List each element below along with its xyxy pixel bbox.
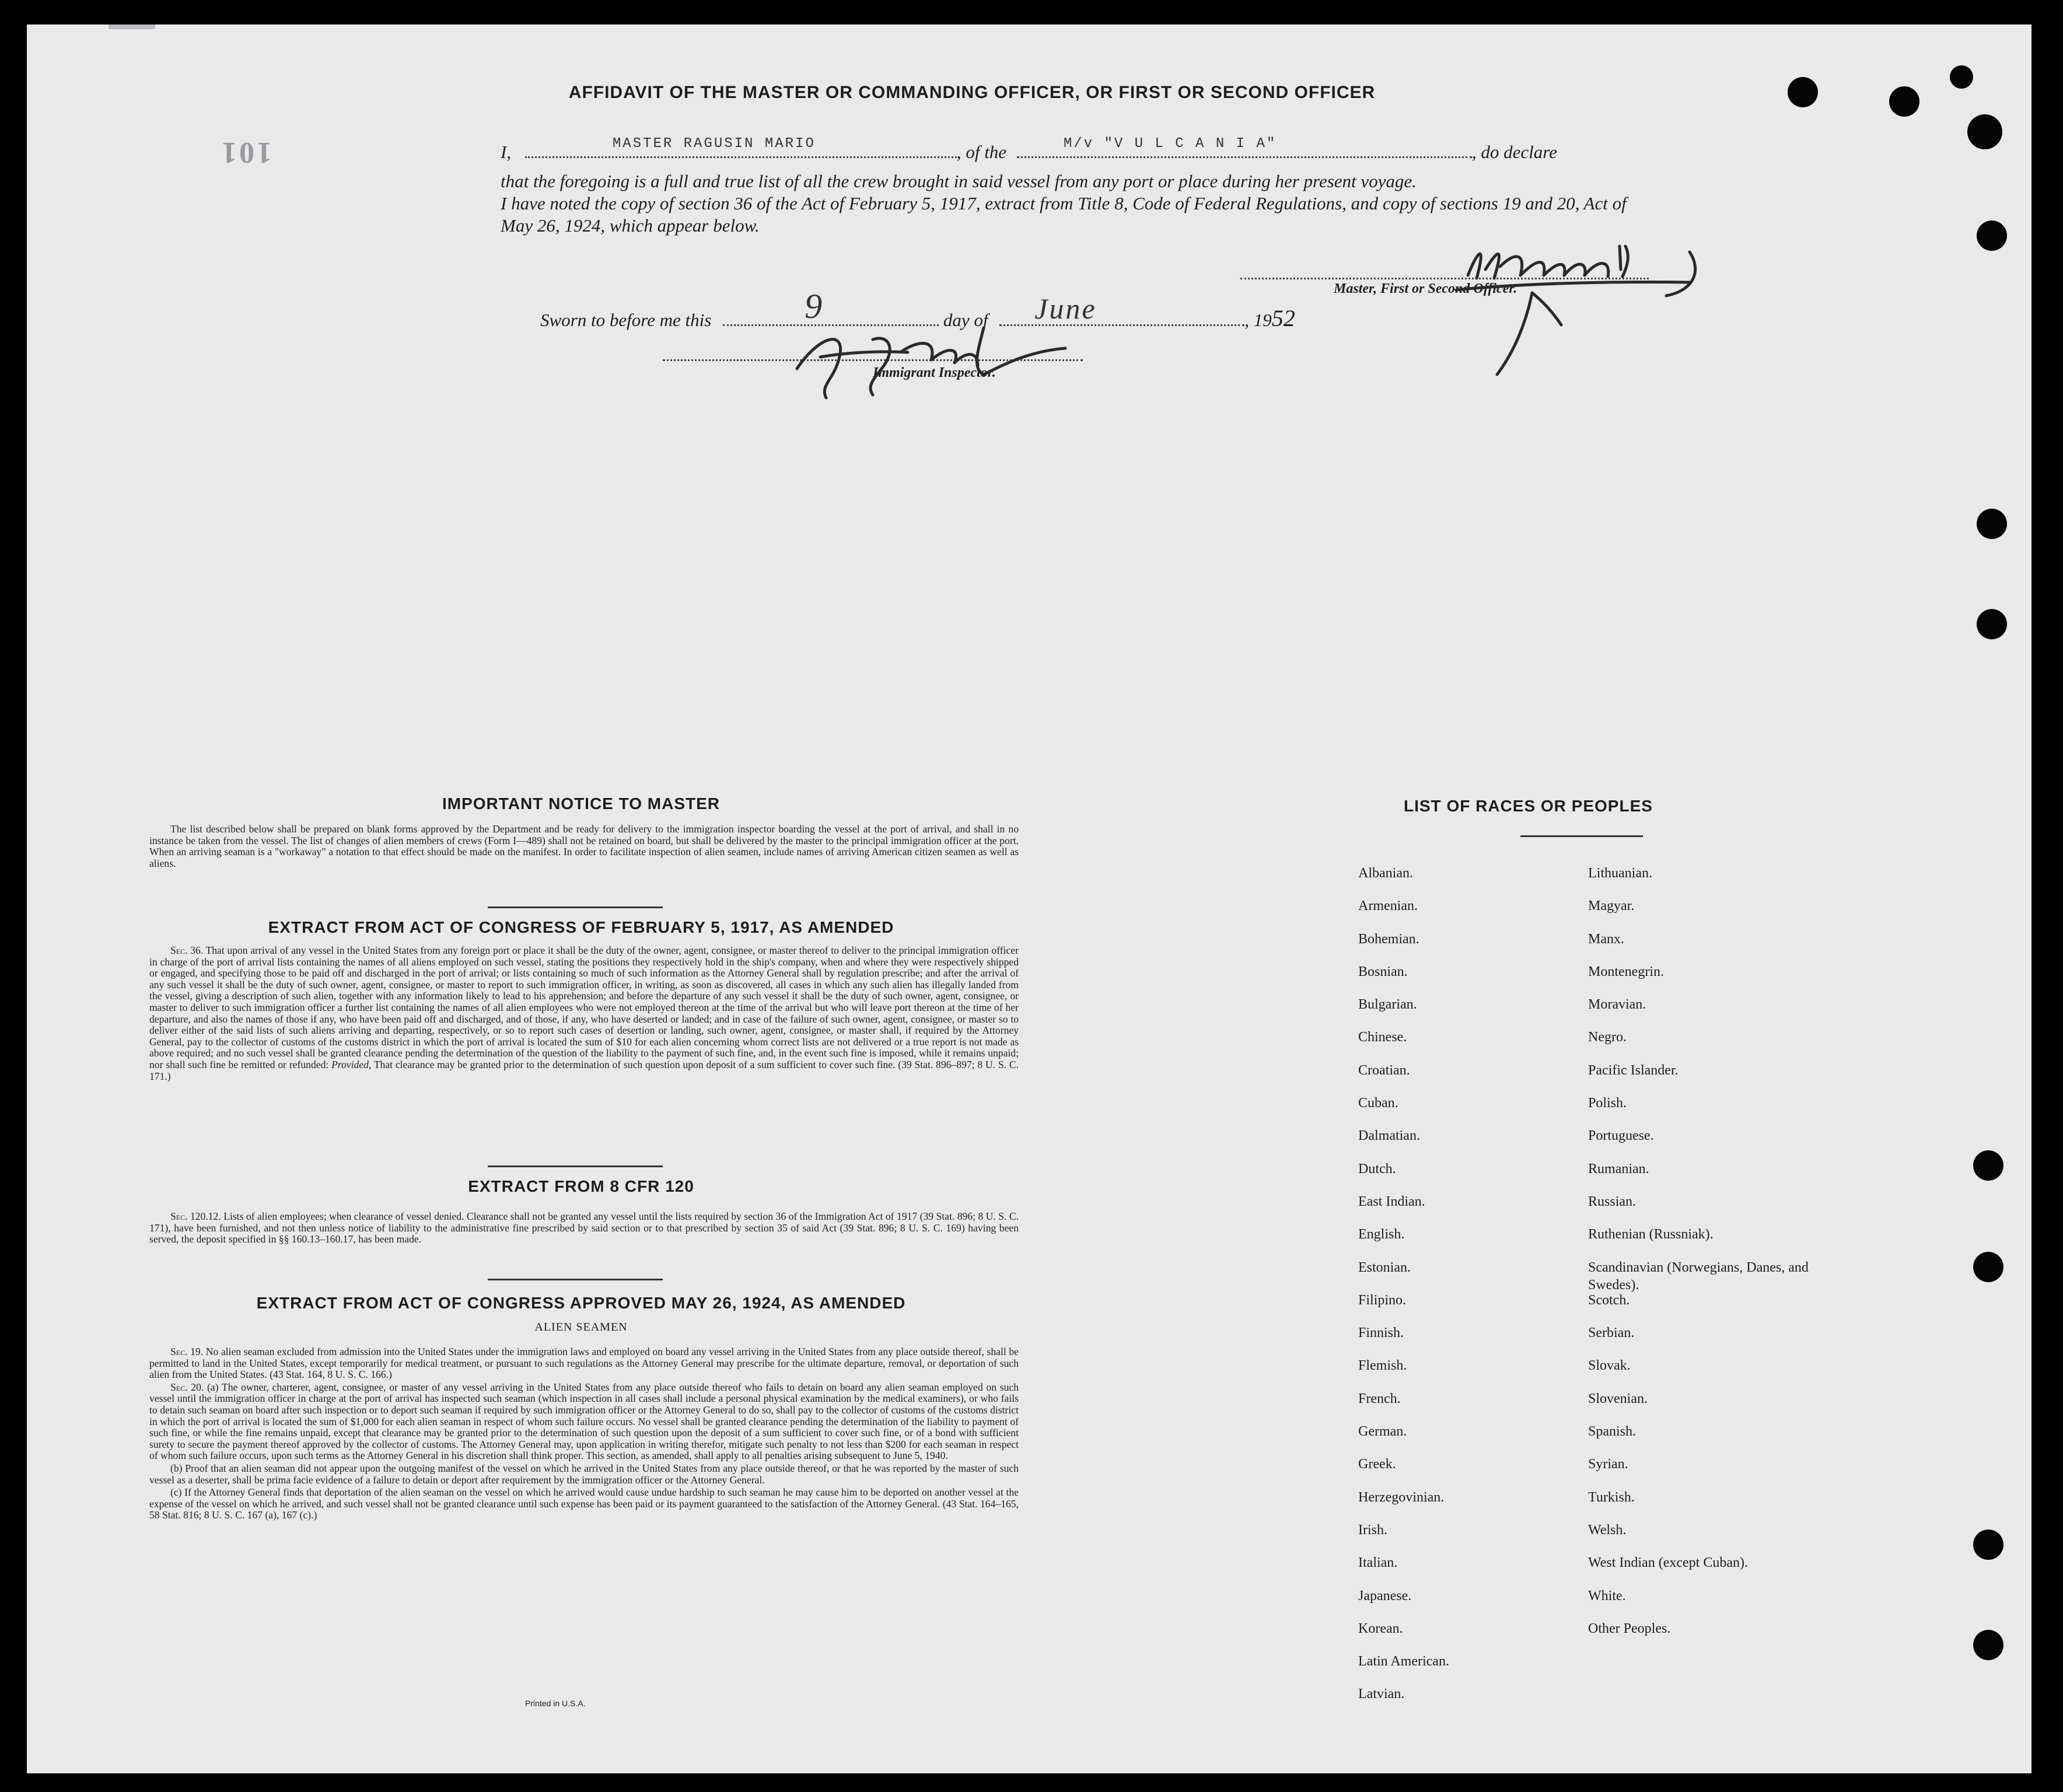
divider (488, 907, 663, 908)
edge-smudge (109, 24, 155, 29)
day-value: 9 (805, 287, 824, 326)
punch-hole (1977, 609, 2007, 639)
race-item: Cuban. (1358, 1096, 1398, 1111)
race-item: Croatian. (1358, 1062, 1410, 1078)
punch-hole (1973, 1630, 2003, 1660)
alien-seamen-heading: ALIEN SEAMEN (534, 1321, 628, 1334)
sec-20a-text: (a) The owner, charterer, agent, consignee, or master of any vessel arriving in the United States from any place outside thereof who fails to detain on board any alien seaman employed on such vessel until the immigration officer in charge at the port of arrival has inspected such seaman (which inspection in all cases shall include a personal physical examination by the medical examiners), or who fails to detain such seaman on board after such inspection or to deport such seaman if required by such immigration officer or the Attorney General to do so, shall pay to the collector of customs of the customs district in which the port of arrival is located the sum of $1,000 for each alien seaman in respect of whom such failure occurs. No vessel shall be granted clearance pending the determination of the liability to payment of such fine, or while the fine remains unpaid, except that clearance may be granted prior to the determination of such question upon the deposit of a sum sufficient to cover such fine, or of a bond with sufficient surety to secure the payment thereof approved by the collector of customs. The Attorney General may, upon application in writing therefor, mitigate such penalty to not less than $200 for each seaman in respect of whom such failure occurs, upon such terms as the Attorney General in his discretion shall think proper. This section, as amended, shall apply to all penalties arising subsequent to June 5, 1940. (149, 1381, 1019, 1462)
extract-1924-title: EXTRACT FROM ACT OF CONGRESS APPROVED MAY 26, 1924, AS AMENDED (256, 1294, 906, 1312)
race-item: Welsh. (1588, 1522, 1627, 1538)
race-item: Magyar. (1588, 898, 1635, 914)
race-item: Irish. (1358, 1522, 1387, 1538)
punch-hole (1977, 220, 2007, 251)
races-title: LIST OF RACES OR PEOPLES (1404, 797, 1653, 815)
declaration-body-2: I have noted the copy of section 36 of the Act of February 5, 1917, extract from Title 8, Code of Federal Regulations, and copy of sections 19 and 20, Act of May 26, 1924, which appear below. (501, 193, 1627, 236)
vessel-name: M/v "V U L C A N I A" (1063, 136, 1277, 152)
provided-word: Provided, (331, 1058, 372, 1070)
extract-1924-text (149, 1346, 1019, 1522)
extract-1917-text (149, 945, 1019, 1083)
declaration-body-1: that the foregoing is a full and true list of all the crew brought in said vessel from any port or place during her present voyage. (501, 171, 1417, 191)
race-item: Latvian. (1358, 1686, 1405, 1702)
punch-hole (1973, 1150, 2003, 1181)
sec-36-end: That clearance may be granted prior to the determination of such question upon deposit of a sum sufficient to cover such fine. (39 Stat. 896–897; 8 U. S. C. 171.) (149, 1058, 1019, 1082)
races-column-2 (1588, 864, 1833, 1653)
race-item: East Indian. (1358, 1194, 1425, 1209)
race-item: Turkish. (1588, 1489, 1635, 1505)
inspector-caption: Immigrant Inspector. (873, 365, 996, 380)
race-item: Korean. (1358, 1620, 1403, 1636)
race-item: Flemish. (1358, 1358, 1407, 1374)
race-item: Portuguese. (1588, 1128, 1654, 1144)
race-item: Greek. (1358, 1457, 1396, 1472)
punch-hole (1977, 509, 2007, 539)
divider (488, 1279, 663, 1280)
race-item: Italian. (1358, 1555, 1398, 1571)
race-item: Bulgarian. (1358, 997, 1417, 1013)
races-column-1 (1358, 864, 1449, 1718)
race-item: Armenian. (1358, 898, 1418, 914)
race-item: German. (1358, 1424, 1407, 1440)
of-the-label: , of the (956, 142, 1007, 162)
race-item: Russian. (1588, 1194, 1637, 1209)
race-item: Latin American. (1358, 1654, 1449, 1670)
printed-in-usa: Printed in U.S.A. (525, 1699, 586, 1708)
sec-120-text: Lists of alien employees; when clearance of vessel denied. Clearance shall not be granted any vessel until the lists required by section 36 of the Immigration Act of 1917 (39 Stat. 896; 8 U. S. C. 171), have been furnished, and not then unless notice of liability to the administrative fine prescribed by said section or to that prescribed by section 35 of said Act (39 Stat. 896; 8 U. S. C. 169) having been served, the deposit specified in §§ 160.13–160.17, has been made. (149, 1210, 1019, 1245)
race-item: Filipino. (1358, 1292, 1407, 1308)
master-name: MASTER RAGUSIN MARIO (612, 136, 816, 152)
race-item: Japanese. (1358, 1588, 1412, 1604)
day-of-label: day of (943, 310, 988, 330)
race-item: Ruthenian (Russniak). (1588, 1227, 1714, 1242)
race-item: Dalmatian. (1358, 1128, 1420, 1144)
race-item: Rumanian. (1588, 1161, 1649, 1177)
race-item: Pacific Islander. (1588, 1062, 1679, 1078)
race-item: Spanish. (1588, 1424, 1637, 1440)
race-item: French. (1358, 1391, 1401, 1406)
extract-cfr-title: EXTRACT FROM 8 CFR 120 (468, 1177, 694, 1195)
race-item: Scotch. (1588, 1292, 1630, 1308)
sec-36-label: Sec. 36. (170, 944, 204, 956)
extract-1917-title: EXTRACT FROM ACT OF CONGRESS OF FEBRUARY 5, 1917, AS AMENDED (268, 918, 894, 936)
race-item: Albanian. (1358, 866, 1413, 881)
race-item: West Indian (except Cuban). (1588, 1555, 1748, 1571)
race-item: Negro. (1588, 1030, 1627, 1045)
month-value: June (1034, 292, 1097, 325)
sec-19-text: No alien seaman excluded from admission into the United States under the immigration laws and employed on board any vessel arriving in the United States from any place outside thereof, shall be permitted to land in the United States, except temporarily for medical treatment, or pursuant to such regulations as the Attorney General may prescribe for the ultimate departure, removal, or deportation of such alien from the United States. (43 Stat. 164, 8 U. S. C. 166.) (149, 1346, 1019, 1381)
declaration-line (501, 136, 1644, 163)
year-prefix: , 19 (1244, 310, 1272, 330)
race-item: Manx. (1588, 931, 1624, 947)
race-item: Chinese. (1358, 1030, 1407, 1045)
race-item: Bosnian. (1358, 964, 1408, 979)
race-item: Polish. (1588, 1096, 1627, 1111)
race-item: Estonian. (1358, 1259, 1411, 1275)
page-number: 101 (219, 136, 272, 169)
race-item: White. (1588, 1588, 1626, 1604)
sec-19-label: Sec. 19. (170, 1346, 204, 1357)
race-item: English. (1358, 1227, 1405, 1242)
divider (488, 1166, 663, 1167)
race-item: Lithuanian. (1588, 866, 1652, 881)
notice-text (149, 824, 1019, 870)
race-item: Dutch. (1358, 1161, 1396, 1177)
race-item: Bohemian. (1358, 931, 1419, 947)
notice-paragraph: The list described below shall be prepared on blank forms approved by the Department and be ready for delivery to the immigration inspector boarding the vessel at the port of arrival, and shall in no instance be taken from the vessel. The list of changes of alien members of crews (Form I—489) shall not be retained on board, but shall be delivered by the master to the principal immigration officer at the port. When an arriving seaman is a "workaway" a notation to that effect should be made on the manifest. In order to facilitate inspection of alien seamen, include names of arriving American citizen seamen as well as aliens. (149, 823, 1019, 869)
races-divider (1520, 835, 1643, 837)
sworn-label: Sworn to before me this (540, 310, 712, 330)
sec-20-label: Sec. 20. (170, 1381, 204, 1393)
sec-20c-text: (c) If the Attorney General finds that deportation of the alien seaman on the vessel on which he arrived would cause undue hardship to such seaman he may cause him to be deported on another vessel at the expense of the vessel on which he arrived, and such vessel shall not be granted clearance until such expense has been paid or its payment guaranteed to the satisfaction of the Attorney General. (43 Stat. 164–165, 58 Stat. 816; 8 U. S. C. 167 (a), 167 (c).) (149, 1486, 1019, 1521)
vessel-field (1017, 136, 1472, 158)
notice-title: IMPORTANT NOTICE TO MASTER (442, 794, 721, 813)
race-item: Slovak. (1588, 1358, 1631, 1374)
year-value: 52 (1271, 305, 1295, 331)
affidavit-title: AFFIDAVIT OF THE MASTER OR COMMANDING OFFICER, OR FIRST OR SECOND OFFICER (568, 83, 1376, 102)
inspector-signature (785, 316, 1089, 404)
do-declare-label: , do declare (1471, 142, 1557, 162)
punch-hole (1950, 65, 1973, 89)
race-item: Other Peoples. (1588, 1620, 1671, 1636)
sec-120-label: Sec. 120.12. (170, 1210, 221, 1222)
sec-36-text: That upon arrival of any vessel in the United States from any foreign port or place it shall be the duty of the owner, agent, consignee, or master thereof to deliver to the principal immigration officer in charge of the port of arrival lists containing the names of all aliens employed on such vessel, stating the positions they respectively hold in the ship's company, when and where they were respectively shipped or engaged, and specifying those to be paid off and discharged in the port of arrival; or lists containing so much of such information as the Attorney General shall by regulation prescribe; and after the arrival of any such vessel it shall be the duty of such owner, agent, consignee, or master to report to such immigration officer, in writing, as soon as discovered, all cases in which any such alien has illegally landed from the vessel, giving a description of such alien, together with any information likely to lead to his apprehension; and before the departure of any such vessel it shall be the duty of such owner, agent, consignee, or master to deliver to such immigration officer a further list containing the names of all alien employees who were not employed thereon at the time of the arrival but who will leave port thereon at the time of her departure, and also the names of those if any, who have been paid off and discharged, and of those, if any, who have deserted or landed; and in case of the failure of such owner, agent, consignee, or master so to deliver either of the said lists of such aliens arriving and departing, respectively, or so to report such cases of desertion or landing, such owner, agent, consignee, or master shall, if required by the Attorney General, pay to the collector of customs of the customs district in which the port of arrival is located the sum of $10 for each alien concerning whom correct lists are not delivered or a true report is not made as above required; and no such vessel shall be granted clearance pending the determination of the question of the liability to the payment of such fine, and, in the event such fine is imposed, while it remains unpaid; nor shall such fine be remitted or refunded: (149, 944, 1019, 1070)
document-page (27, 24, 2031, 1773)
race-item: Slovenian. (1588, 1391, 1648, 1406)
punch-hole (1973, 1530, 2003, 1560)
race-item: Moravian. (1588, 997, 1646, 1013)
race-item: Scandinavian (Norwegians, Danes, and Swedes). (1588, 1259, 1809, 1293)
punch-hole (1967, 114, 2002, 149)
master-signature (1445, 235, 1713, 386)
master-name-field (525, 136, 957, 158)
race-item: Finnish. (1358, 1325, 1404, 1341)
race-item: Montenegrin. (1588, 964, 1664, 979)
sec-20b-text: (b) Proof that an alien seaman did not appear upon the outgoing manifest of the vessel on which he arrived in the United States from any place outside thereof, or that he was reported by the master of such vessel as a deserter, shall be prima facie evidence of a failure to detain or deport after requirement by the immigration officer or the Attorney General. (149, 1462, 1019, 1486)
punch-hole (1973, 1252, 2003, 1282)
race-item: Serbian. (1588, 1325, 1635, 1341)
race-item: Herzegovinian. (1358, 1489, 1445, 1505)
extract-cfr-text (149, 1211, 1019, 1247)
master-caption: Master, First or Second Officer. (1334, 281, 1517, 296)
race-item: Syrian. (1588, 1457, 1628, 1472)
i-label: I, (501, 142, 512, 162)
